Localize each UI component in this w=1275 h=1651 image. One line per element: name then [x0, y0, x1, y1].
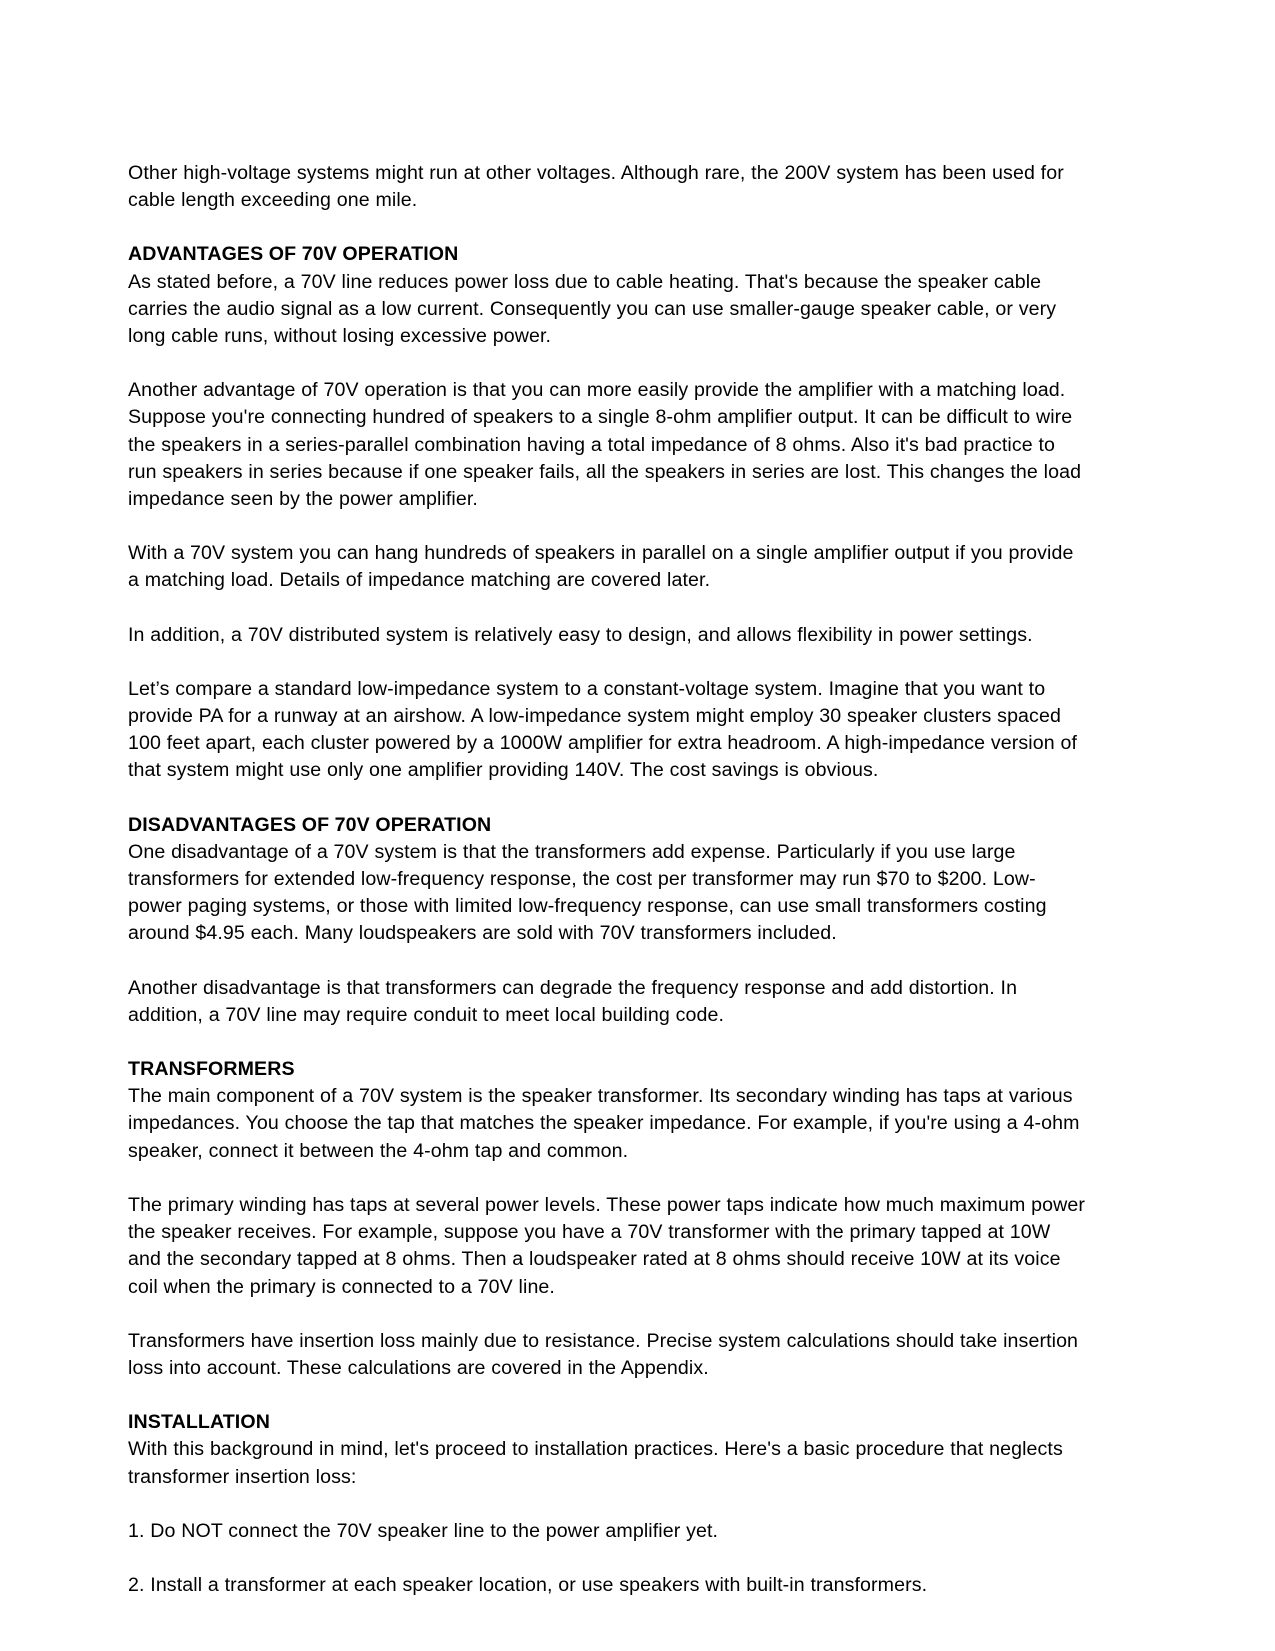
spacer	[128, 948, 1086, 975]
spacer	[128, 1545, 1086, 1572]
transformers-paragraph-2: The primary winding has taps at several power levels. These power taps indicate how much maximum power the speaker receives. For example, suppose you have a 70V transformer with the primary tapped at 10W and the secondary tapped at 8 ohms. Then a loudspeaker rated at 8 ohms should receive 10W at its voice coil when the primary is connected to a 70V line.	[128, 1193, 1085, 1298]
transformers-paragraph-1: The main component of a 70V system is the speaker transformer. Its secondary winding has taps at various impedances. You choose the tap that matches the speaker impedance. For example, if you're using a 4-ohm speaker, connect it between the 4-ohm tap and common.	[128, 1085, 1080, 1162]
spacer	[128, 649, 1086, 676]
advantages-paragraph-4: In addition, a 70V distributed system is relatively easy to design, and allows flexibility in power settings.	[128, 623, 1033, 646]
installation-paragraph-1: With this background in mind, let's proceed to installation practices. Here's a basic procedure that neglects transformer insertion loss:	[128, 1438, 1063, 1488]
spacer	[128, 513, 1086, 540]
transformers-paragraph-3: Transformers have insertion loss mainly due to resistance. Precise system calculations should take insertion loss into account. These calculations are covered in the Appendix.	[128, 1329, 1079, 1379]
disadvantages-paragraph-2: Another disadvantage is that transformers can degrade the frequency response and add distortion. In addition, a 70V line may require conduit to meet local building code.	[128, 976, 1018, 1026]
spacer	[128, 350, 1086, 377]
heading-installation: INSTALLATION	[128, 1411, 270, 1434]
spacer	[128, 785, 1086, 812]
heading-transformers: TRANSFORMERS	[128, 1058, 295, 1081]
installation-step-2: 2. Install a transformer at each speaker location, or use speakers with built-in transformers.	[128, 1573, 928, 1596]
intro-paragraph: Other high-voltage systems might run at other voltages. Although rare, the 200V system has been used for cable length exceeding one mile.	[128, 162, 1064, 212]
heading-disadvantages: DISADVANTAGES OF 70V OPERATION	[128, 813, 492, 836]
advantages-paragraph-5: Let’s compare a standard low-impedance system to a constant-voltage system. Imagine that you want to provide PA for a runway at an airshow. A low-impedance system might employ 30 speaker clusters spaced 100 feet apart, each cluster powered by a 1000W amplifier for extra headroom. A high-impedance version of that system might use only one amplifier providing 140V. The cost savings is obvious.	[128, 677, 1078, 782]
spacer	[128, 595, 1086, 622]
spacer	[128, 1029, 1086, 1056]
advantages-paragraph-2: Another advantage of 70V operation is that you can more easily provide the amplifier with a matching load. Suppose you're connecting hundred of speakers to a single 8-ohm amplifier output. It can be difficult to wire the speakers in a series-parallel combination having a total impedance of 8 ohms. Also it's bad practice to run speakers in series because if one speaker fails, all the speakers in series are lost. This changes the load impedance seen by the power amplifier.	[128, 379, 1082, 511]
advantages-paragraph-1: As stated before, a 70V line reduces power loss due to cable heating. That's because the speaker cable carries the audio signal as a low current. Consequently you can use smaller-gauge speaker cable, or very long cable runs, without losing excessive power.	[128, 270, 1057, 348]
spacer	[128, 1382, 1086, 1409]
spacer	[128, 1301, 1086, 1328]
installation-step-1: 1. Do NOT connect the 70V speaker line to the power amplifier yet.	[128, 1519, 719, 1542]
spacer	[128, 1491, 1086, 1518]
spacer	[128, 1165, 1086, 1192]
disadvantages-paragraph-1: One disadvantage of a 70V system is that the transformers add expense. Particularly if you use large transformers for extended low-frequency response, the cost per transformer may run $70 to $200. Low-power paging systems, or those with limited low-frequency response, can use small transformers costing around $4.95 each. Many loudspeakers are sold with 70V transformers included.	[128, 840, 1047, 945]
heading-advantages: ADVANTAGES OF 70V OPERATION	[128, 243, 459, 266]
advantages-paragraph-3: With a 70V system you can hang hundreds of speakers in parallel on a single amplifier output if you provide a matching load. Details of impedance matching are covered later.	[128, 542, 1074, 592]
spacer	[128, 214, 1086, 241]
document-body	[128, 160, 1086, 1599]
